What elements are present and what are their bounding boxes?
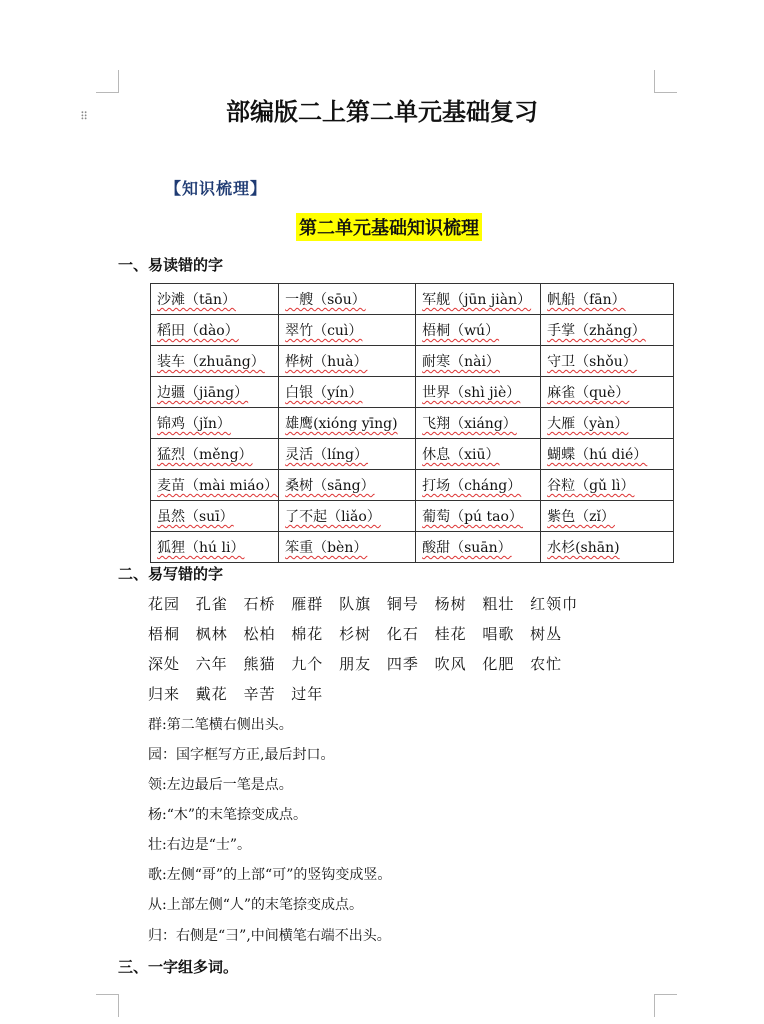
table-cell: [541, 439, 674, 470]
table-cell: [151, 284, 279, 315]
table-cell: [416, 284, 541, 315]
table-row: [151, 315, 674, 346]
table-cell: [279, 315, 416, 346]
table-cell: [416, 532, 541, 563]
word-row: 深处 六年 熊猫 九个 朋友 四季 吹风 化肥 农忙: [148, 655, 563, 673]
pinyin-entry: 水杉(shān): [547, 540, 620, 556]
word-row: 归来 戴花 辛苦 过年: [148, 685, 324, 703]
writing-note: 领:左边最后一笔是点。: [148, 777, 293, 793]
pinyin-entry: 白银（yín）: [285, 385, 363, 401]
pinyin-entry: 谷粒（gǔ lì）: [547, 478, 635, 494]
word-row: 花园 孔雀 石桥 雁群 队旗 铜号 杨树 粗壮 红领巾: [148, 595, 579, 613]
writing-note: 园：国字框写方正,最后封口。: [148, 747, 335, 763]
table-cell: [151, 439, 279, 470]
table-cell: [541, 346, 674, 377]
table-cell: [416, 470, 541, 501]
table-cell: [151, 408, 279, 439]
writing-note: 从:上部左侧“人”的末笔捺变成点。: [148, 897, 364, 913]
pinyin-entry: 狐狸（hú li）: [157, 540, 245, 556]
pinyin-entry: 边疆（jiāng）: [157, 385, 249, 401]
document-title: 部编版二上第二单元基础复习: [226, 97, 538, 126]
table-row: [151, 439, 674, 470]
table-row: [151, 346, 674, 377]
pinyin-entry: 锦鸡（jǐn）: [157, 416, 231, 432]
pinyin-entry: 虽然（suī）: [157, 509, 234, 525]
writing-note: 壮:右边是“士”。: [148, 837, 252, 853]
table-cell: [541, 377, 674, 408]
writing-note: 歌:左侧“哥”的上部“可”的竖钩变成竖。: [148, 867, 392, 883]
writing-note: 群:第二笔横右侧出头。: [148, 717, 293, 733]
writing-note: 杨:“木”的末笔捺变成点。: [148, 807, 308, 823]
table-cell: [279, 439, 416, 470]
table-cell: [541, 470, 674, 501]
pinyin-entry: 蝴蝶（hú dié）: [547, 447, 648, 463]
pinyin-entry: 梧桐（wú）: [422, 323, 500, 339]
pinyin-entry: 一艘（sōu）: [285, 292, 366, 308]
pinyin-entry: 稻田（dào）: [157, 323, 239, 339]
table-cell: [151, 346, 279, 377]
section-tag: 【知识梳理】: [165, 179, 268, 198]
pinyin-entry: 雄鹰(xióng yīng): [285, 416, 398, 432]
pinyin-entry: 了不起（liǎo）: [285, 509, 381, 525]
table-cell: [279, 346, 416, 377]
table-cell: [416, 501, 541, 532]
table-cell: [416, 346, 541, 377]
pinyin-entry: 帆船（fān）: [547, 292, 626, 308]
table-row: [151, 408, 674, 439]
table-row: [151, 470, 674, 501]
pinyin-entry: 翠竹（cuì）: [285, 323, 363, 339]
table-row: [151, 284, 674, 315]
pinyin-entry: 手掌（zhǎng）: [547, 323, 646, 339]
drag-handle-icon[interactable]: ⠿: [80, 110, 88, 123]
pinyin-entry: 麻雀（què）: [547, 385, 630, 401]
pinyin-entry: 沙滩（tān）: [157, 292, 236, 308]
pinyin-entry: 猛烈（měng）: [157, 447, 253, 463]
table-cell: [416, 408, 541, 439]
pinyin-entry: 麦苗（mài miáo）: [157, 478, 279, 494]
page-corner-bottom-right: [654, 994, 677, 1017]
heading-one-char-many-words: 三、一字组多词。: [118, 958, 239, 976]
table-row: [151, 501, 674, 532]
heading-hard-to-read: 一、易读错的字: [118, 256, 224, 274]
highlighted-subtitle: 第二单元基础知识梳理: [296, 213, 482, 241]
table-cell: [279, 377, 416, 408]
pinyin-entry: 耐寒（nài）: [422, 354, 500, 370]
table-row: [151, 532, 674, 563]
page-corner-top-right: [654, 70, 677, 93]
pinyin-entry: 紫色（zǐ）: [547, 509, 615, 525]
table-cell: [541, 408, 674, 439]
table-cell: [541, 532, 674, 563]
pinyin-table: [150, 283, 674, 563]
pinyin-entry: 装车（zhuāng）: [157, 354, 265, 370]
pinyin-entry: 打场（cháng）: [422, 478, 522, 494]
table-row: [151, 377, 674, 408]
pinyin-entry: 葡萄（pú tao）: [422, 509, 523, 525]
table-cell: [541, 501, 674, 532]
pinyin-entry: 飞翔（xiáng）: [422, 416, 517, 432]
table-cell: [151, 501, 279, 532]
table-cell: [416, 377, 541, 408]
table-cell: [541, 284, 674, 315]
pinyin-entry: 灵活（líng）: [285, 447, 369, 463]
table-cell: [151, 377, 279, 408]
pinyin-entry: 酸甜（suān）: [422, 540, 512, 556]
pinyin-entry: 守卫（shǒu）: [547, 354, 637, 370]
table-cell: [416, 315, 541, 346]
writing-note: 归：右侧是“彐”,中间横笔右端不出头。: [148, 928, 391, 944]
pinyin-entry: 休息（xiū）: [422, 447, 500, 463]
pinyin-entry: 桑树（sāng）: [285, 478, 375, 494]
table-cell: [151, 315, 279, 346]
table-cell: [279, 284, 416, 315]
pinyin-entry: 桦树（huà）: [285, 354, 368, 370]
page-corner-top-left: [96, 70, 119, 93]
pinyin-entry: 军舰（jūn jiàn）: [422, 292, 532, 308]
table-cell: [151, 532, 279, 563]
table-cell: [541, 315, 674, 346]
pinyin-entry: 大雁（yàn）: [547, 416, 629, 432]
heading-hard-to-write: 二、易写错的字: [118, 565, 224, 583]
pinyin-entry: 世界（shì jiè）: [422, 385, 521, 401]
page-corner-bottom-left: [96, 994, 119, 1017]
table-cell: [279, 532, 416, 563]
table-cell: [279, 408, 416, 439]
word-row: 梧桐 枫林 松柏 棉花 杉树 化石 桂花 唱歌 树丛: [148, 625, 563, 643]
table-cell: [279, 470, 416, 501]
pinyin-entry: 笨重（bèn）: [285, 540, 368, 556]
table-cell: [151, 470, 279, 501]
table-cell: [416, 439, 541, 470]
table-cell: [279, 501, 416, 532]
